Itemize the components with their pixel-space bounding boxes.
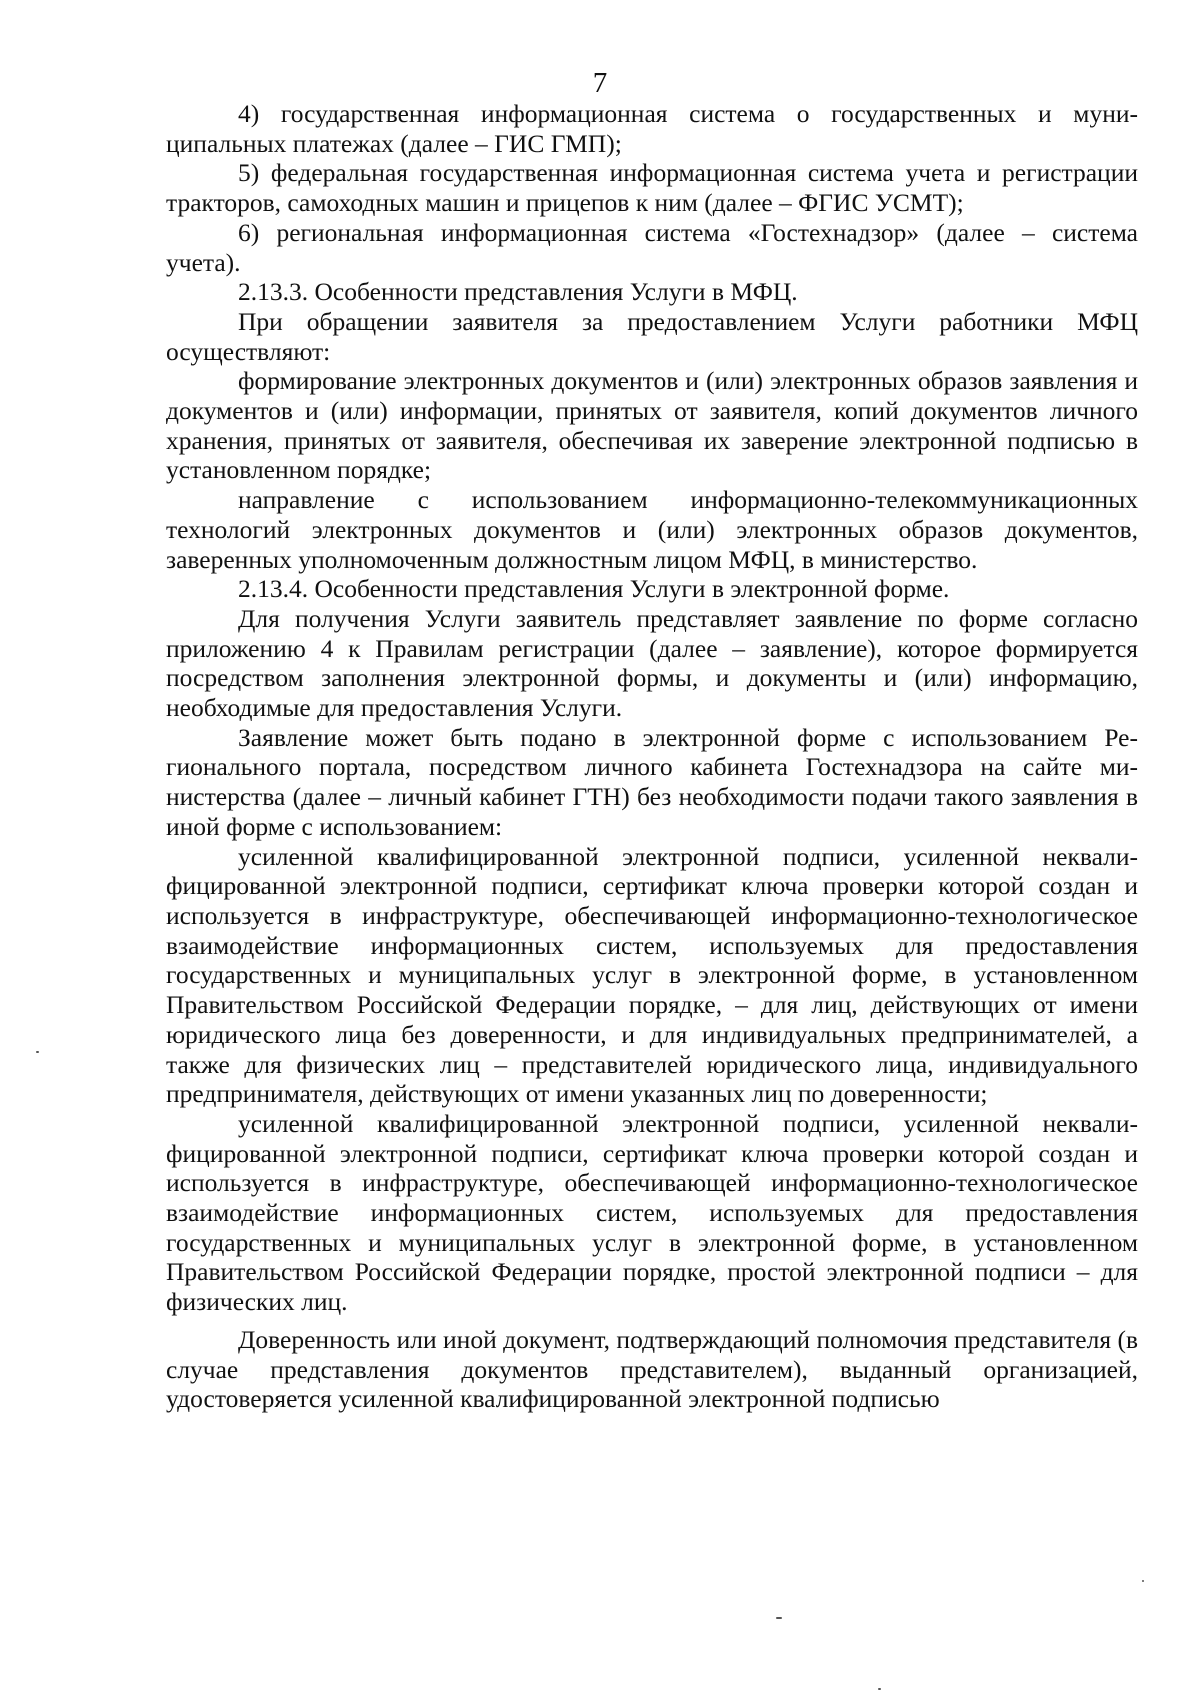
scan-speck (776, 1617, 782, 1619)
paragraph-signature-legal-entities: усиленной квалифицированной электронной подписи, усиленной неквалифицированной электронной подписи, сертификат ключа проверки которой создан и используется в инфраструктуре, обеспечивающей информационно-технологическое взаимодействие информационных систем, используемых для предоставления государственных и муниципальных услуг в электронной форме, в установленном Правительством Российской Федерации порядке, – для лиц, действующих от имени юридического лица без доверенности, и для индивидуальных предпринимателей, а также для физических лиц – представителей юридического лица, индивидуального предпринимателя, действующих от имени указанных лиц по доверенности; (166, 841, 1138, 1109)
scan-speck (36, 1051, 39, 1053)
paragraph-signature-individuals: усиленной квалифицированной электронной подписи, усиленной неквалифицированной электронной подписи, сертификат ключа проверки которой создан и используется в инфраструктуре, обеспечивающей информационно-технологическое взаимодействие информационных систем, используемых для предоставления государственных и муниципальных услуг в электронной форме, в установленном Правительством Российской Федерации порядке, простой электронной подписи – для физических лиц. (166, 1108, 1138, 1317)
paragraph-electronic-submission: Заявление может быть подано в электронной форме с использованием Регионального портала, посредством личного кабинета Гостехнадзора на сайте министерства (далее – личный кабинет ГТН) без необходимости подачи такого заявления в иной форме с использованием: (166, 722, 1138, 841)
document-body (166, 99, 1138, 1414)
paragraph-gis-gmp: 4) государственная информационная система о государственных и муниципальных платежах (далее – ГИС ГМП); (166, 99, 1138, 158)
section-heading-2-13-4: 2.13.4. Особенности представления Услуги в электронной форме. (238, 574, 950, 604)
scan-speck (1142, 1580, 1144, 1582)
paragraph-accounting-system: 6) региональная информационная система «Гостехнадзор» (далее – система учета). (166, 217, 1138, 277)
page-number: 7 (592, 67, 608, 99)
paragraph-application-form: Для получения Услуги заявитель представляет заявление по форме согласно приложению 4 к Правилам регистрации (далее – заявление), которое формируется посредством заполнения электронной формы, и документы и (или) информацию, необходимые для предоставления Услуги. (166, 603, 1138, 723)
paragraph-fgis-usmt: 5) федеральная государственная информационная система учета и регистрации тракторов, самоходных машин и прицепов к ним (далее – ФГИС УСМТ); (166, 158, 1138, 218)
paragraph-power-of-attorney: Доверенность или иной документ, подтверждающий полномочия представителя (в случае представления документов представителем), выданный организацией, удостоверяется усиленной квалифицированной электронной подписью (166, 1324, 1138, 1414)
paragraph-mfc-intro: При обращении заявителя за предоставлением Услуги работники МФЦ осуществляют: (166, 306, 1138, 366)
paragraph-mfc-forming: формирование электронных документов и (или) электронных образов заявления и документов и (или) информации, принятых от заявителя, копий документов личного хранения, принятых от заявителя, обеспечивая их заверение электронной подписью в установленном порядке; (166, 366, 1138, 485)
section-heading-2-13-3: 2.13.3. Особенности представления Услуги в МФЦ. (238, 277, 798, 307)
scan-speck (878, 1688, 881, 1690)
paragraph-mfc-sending: направление с использованием информационно-телекоммуникационных технологий электронных документов и (или) электронных образов документов, заверенных уполномоченным должностным лицом МФЦ, в министерство. (166, 485, 1138, 574)
